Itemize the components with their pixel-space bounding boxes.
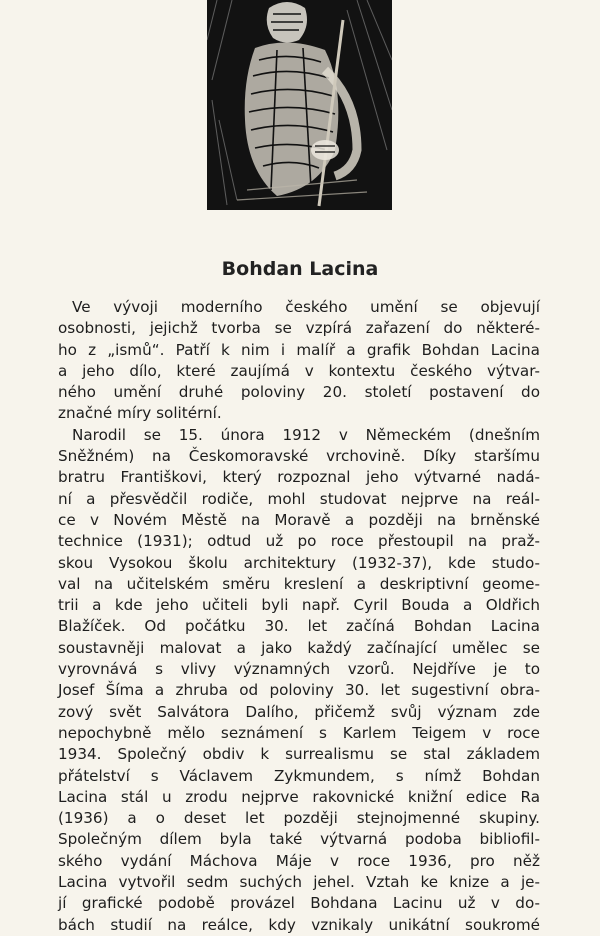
text-line: bách studií na reálce, kdy vznikaly unikátní soukromé — [58, 915, 540, 934]
text-line: soustavněji malovat a jako každý začínající umělec se — [58, 638, 540, 657]
text-line: Lacina stál u zrodu nejprve rakovnické knižní edice Ra — [58, 787, 540, 806]
article-body — [58, 297, 540, 936]
text-line: Narodil se 15. února 1912 v Německém (dnešním — [72, 425, 540, 444]
text-line: značné míry solitérní. — [58, 404, 222, 423]
text-line: ského vydání Máchova Máje v roce 1936, pro něž — [58, 851, 540, 870]
woodcut-illustration — [207, 0, 392, 210]
text-line: jí grafické podobě provázel Bohdana Lacinu už v do- — [58, 894, 540, 913]
text-line: trii a kde jeho učiteli byli např. Cyril Bouda a Oldřich — [58, 596, 540, 615]
text-line: 1934. Společný obdiv k surrealismu se stal základem — [58, 745, 540, 764]
text-line: ce v Novém Městě na Moravě a později na brněnské — [58, 510, 540, 529]
article-title: Bohdan Lacina — [221, 258, 379, 280]
text-line: Josef Šíma a zhruba od poloviny 30. let sugestivní obra- — [58, 681, 540, 700]
text-line: a jeho dílo, které zaujímá v kontextu českého výtvar- — [58, 361, 540, 380]
text-line: nepochybně mělo seznámení s Karlem Teigem v roce — [58, 723, 540, 742]
text-line: zový svět Salvátora Dalího, přičemž svůj význam zde — [58, 702, 540, 721]
text-line: bratru Františkovi, který rozpoznal jeho výtvarné nadá- — [58, 468, 540, 487]
text-line: skou Vysokou školu architektury (1932-37), kde studo- — [58, 553, 540, 572]
text-line: Ve vývoji moderního českého umění se objevují — [72, 298, 540, 316]
text-line: Lacina vytvořil sedm suchých jehel. Vztah ke knize a je- — [58, 873, 540, 892]
text-line: technice (1931); odtud už po roce přestoupil na praž- — [58, 532, 540, 551]
text-line: ného umění druhé poloviny 20. století postavení do — [58, 383, 540, 402]
text-line: Společným dílem byla také výtvarná podoba bibliofil- — [58, 830, 540, 849]
text-line: ní a přesvědčil rodiče, mohl studovat nejprve na reál- — [58, 489, 540, 508]
text-line: (1936) a o deset let později stejnojmenné skupiny. — [58, 809, 540, 828]
woodcut-figure-icon — [207, 0, 392, 210]
text-line: vyrovnává s vlivy významných vzorů. Nejdříve je to — [58, 660, 540, 679]
text-line: osobnosti, jejichž tvorba se vzpírá zařazení do některé- — [58, 319, 540, 338]
text-line: Sněžném) na Českomoravské vrchovině. Díky staršímu — [58, 447, 540, 466]
text-line: val na učitelském směru kreslení a deskriptivní geome- — [58, 574, 540, 593]
text-line: Blažíček. Od počátku 30. let začíná Bohdan Lacina — [58, 617, 540, 636]
text-line: přátelství s Václavem Zykmundem, s nímž Bohdan — [58, 766, 540, 785]
text-line: ho z „ismů“. Patří k nim i malíř a grafik Bohdan Lacina — [58, 340, 540, 359]
